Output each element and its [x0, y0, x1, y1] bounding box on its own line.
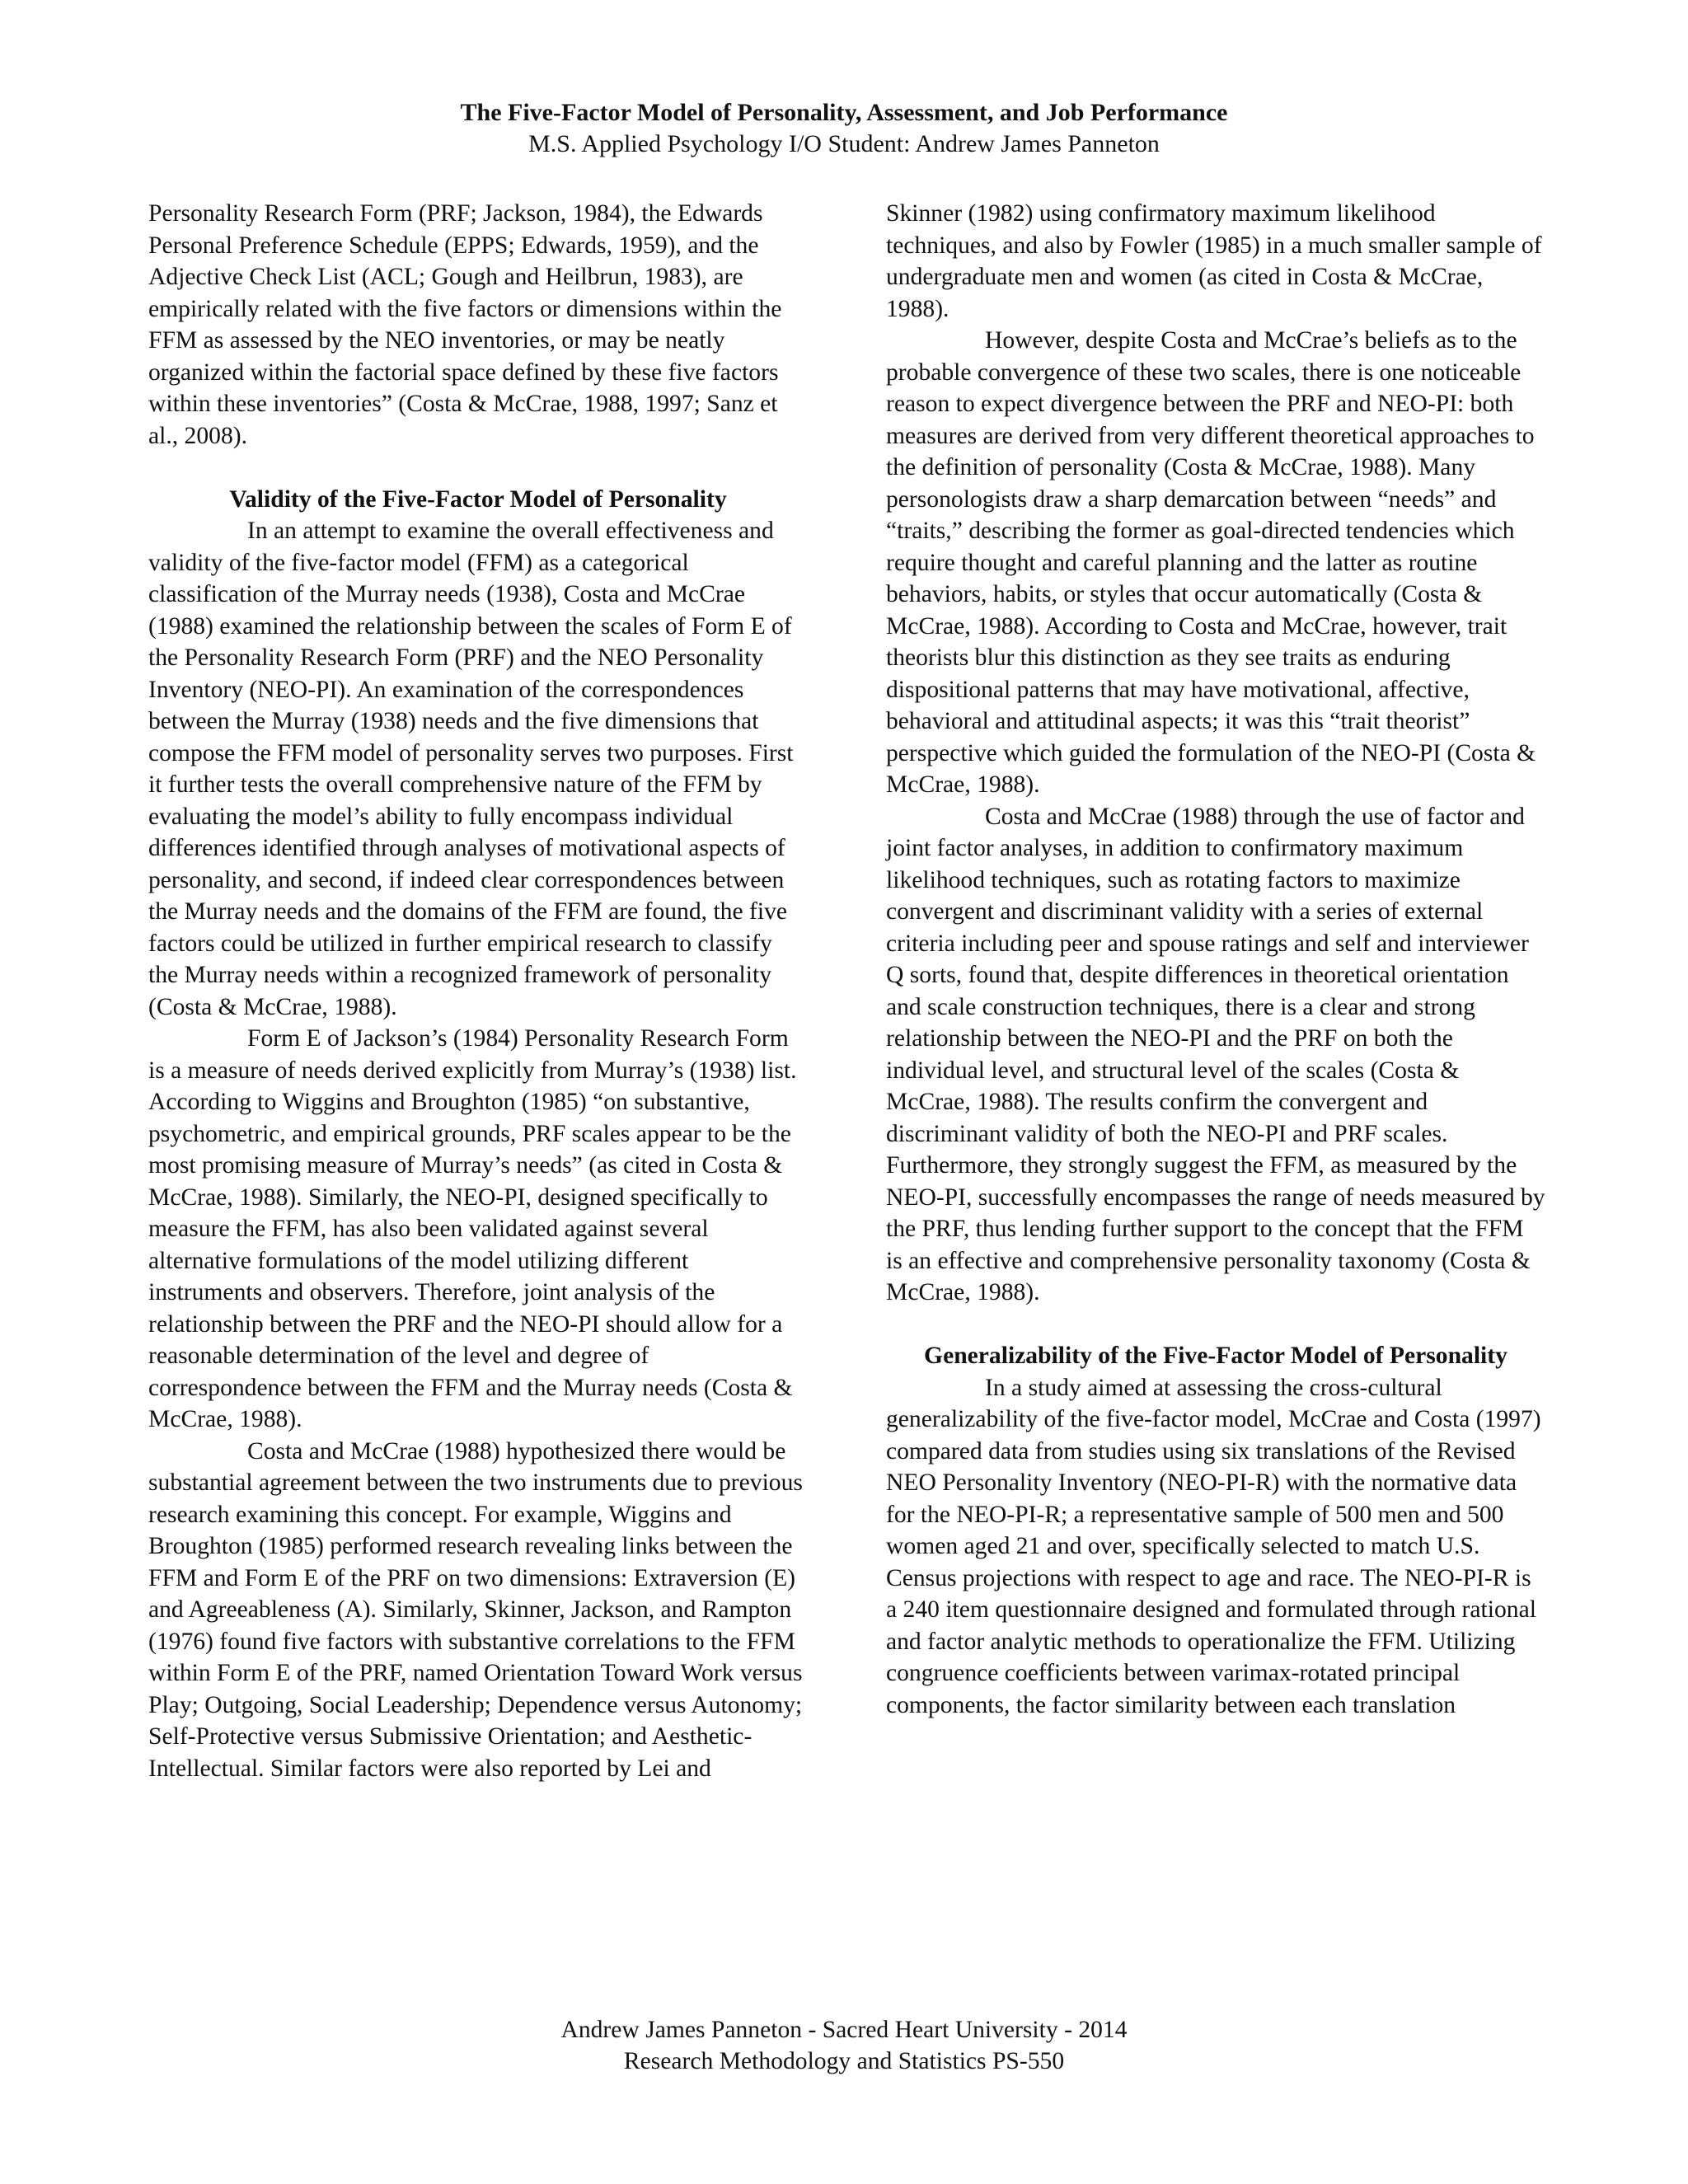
document-title: The Five-Factor Model of Personality, Assessment, and Job Performance	[460, 99, 1228, 126]
right-paragraph-1: Skinner (1982) using confirmatory maximum likelihood techniques, and also by Fowler (1985) in a much smaller sample of undergraduate men and women (as cited in Costa & McCrae, 1988).	[886, 200, 1542, 322]
page-footer	[0, 2014, 1688, 2077]
document-subtitle: M.S. Applied Psychology I/O Student: Andrew James Panneton	[528, 130, 1160, 157]
page-header	[0, 97, 1688, 160]
left-paragraph-2: In an attempt to examine the overall effectiveness and validity of the five-factor model (FFM) as a categorical classification of the Murray needs (1938), Costa and McCrae (1988) examined the relationship between the scales of Form E of the Personality Research Form (PRF) and the NEO Personality Inventory (NEO-PI). An examination of the correspondences between the Murray (1938) needs and the five dimensions that compose the FFM model of personality serves two purposes. First it further tests the overall comprehensive nature of the FFM by evaluating the model’s ability to fully encompass individual differences identified through analyses of motivational aspects of personality, and second, if indeed clear correspondences between the Murray needs and the domains of the FFM are found, the five factors could be utilized in further empirical research to classify the Murray needs within a recognized framework of personality (Costa & McCrae, 1988).	[148, 518, 794, 1020]
right-paragraph-2: However, despite Costa and McCrae’s beliefs as to the probable convergence of these two scales, there is one noticeable reason to expect divergence between the PRF and NEO-PI: both measures are derived from very different theoretical approaches to the definition of personality (Costa & McCrae, 1988). Many personologists draw a sharp demarcation between “needs” and “traits,” describing the former as goal-directed tendencies which require thought and careful planning and the latter as routine behaviors, habits, or styles that occur automatically (Costa & McCrae, 1988). According to Costa and McCrae, however, trait theorists blur this distinction as they see traits as enduring dispositional patterns that may have motivational, affective, behavioral and attitudinal aspects; it was this “trait theorist” perspective which guided the formulation of the NEO-PI (Costa & McCrae, 1988).	[886, 327, 1536, 798]
left-paragraph-3: Form E of Jackson’s (1984) Personality Research Form is a measure of needs derived explicitly from Murray’s (1938) list. According to Wiggins and Broughton (1985) “on substantive, psychometric, and empirical grounds, PRF scales appear to be the most promising measure of Murray’s needs” (as cited in Costa & McCrae, 1988). Similarly, the NEO-PI, designed specifically to measure the FFM, has also been validated against several alternative formulations of the model utilizing different instruments and observers. Therefore, joint analysis of the relationship between the PRF and the NEO-PI should allow for a reasonable determination of the level and degree of correspondence between the FFM and the Murray needs (Costa & McCrae, 1988).	[148, 1025, 797, 1432]
section-heading-generalizability: Generalizability of the Five-Factor Model of Personality	[924, 1343, 1507, 1369]
right-column	[886, 198, 1545, 1721]
section-heading-validity: Validity of the Five-Factor Model of Personality	[229, 485, 727, 513]
right-paragraph-4: In a study aimed at assessing the cross-cultural generalizability of the five-factor model, McCrae and Costa (1997) compared data from studies using six translations of the Revised NEO Personality Inventory (NEO-PI-R) with the normative data for the NEO-PI-R; a representative sample of 500 men and 500 women aged 21 and over, specifically selected to match U.S. Census projections with respect to age and race. The NEO-PI-R is a 240 item questionnaire designed and formulated through rational and factor analytic methods to operationalize the FFM. Utilizing congruence coefficients between varimax-rotated principal components, the factor similarity between each translation	[886, 1374, 1541, 1718]
left-paragraph-4: Costa and McCrae (1988) hypothesized there would be substantial agreement between the two instruments due to previous research examining this concept. For example, Wiggins and Broughton (1985) performed research revealing links between the FFM and Form E of the PRF on two dimensions: Extraversion (E) and Agreeableness (A). Similarly, Skinner, Jackson, and Rampton (1976) found five factors with substantive correlations to the FFM within Form E of the PRF, named Orientation Toward Work versus Play; Outgoing, Social Leadership; Dependence versus Autonomy; Self-Protective versus Submissive Orientation; and Aesthetic-Intellectual. Similar factors were also reported by Lei and	[148, 1437, 803, 1782]
footer-line-2: Research Methodology and Statistics PS-550	[623, 2048, 1065, 2074]
left-paragraph-1: Personality Research Form (PRF; Jackson, 1984), the Edwards Personal Preference Schedule (EPPS; Edwards, 1959), and the Adjective Check List (ACL; Gough and Heilbrun, 1983), are empirically related with the five factors or dimensions within the FFM as assessed by the NEO inventories, or may be neatly organized within the factorial space defined by these five factors within these inventories” (Costa & McCrae, 1988, 1997; Sanz et al., 2008).	[148, 200, 782, 449]
right-paragraph-3: Costa and McCrae (1988) through the use of factor and joint factor analyses, in addition to confirmatory maximum likelihood techniques, such as rotating factors to maximize convergent and discriminant validity with a series of external criteria including peer and spouse ratings and self and interviewer Q sorts, found that, despite differences in theoretical orientation and scale construction techniques, there is a clear and strong relationship between the NEO-PI and the PRF on both the individual level, and structural level of the scales (Costa & McCrae, 1988). The results confirm the convergent and discriminant validity of both the NEO-PI and PRF scales. Furthermore, they strongly suggest the FFM, as measured by the NEO-PI, successfully encompasses the range of needs measured by the PRF, thus lending further support to the concept that the FFM is an effective and comprehensive personality taxonomy (Costa & McCrae, 1988).	[886, 803, 1545, 1305]
left-column	[148, 198, 808, 1784]
section-spacer	[886, 1309, 1545, 1341]
footer-line-1: Andrew James Panneton - Sacred Heart University - 2014	[560, 2017, 1128, 2043]
section-spacer	[148, 452, 808, 484]
